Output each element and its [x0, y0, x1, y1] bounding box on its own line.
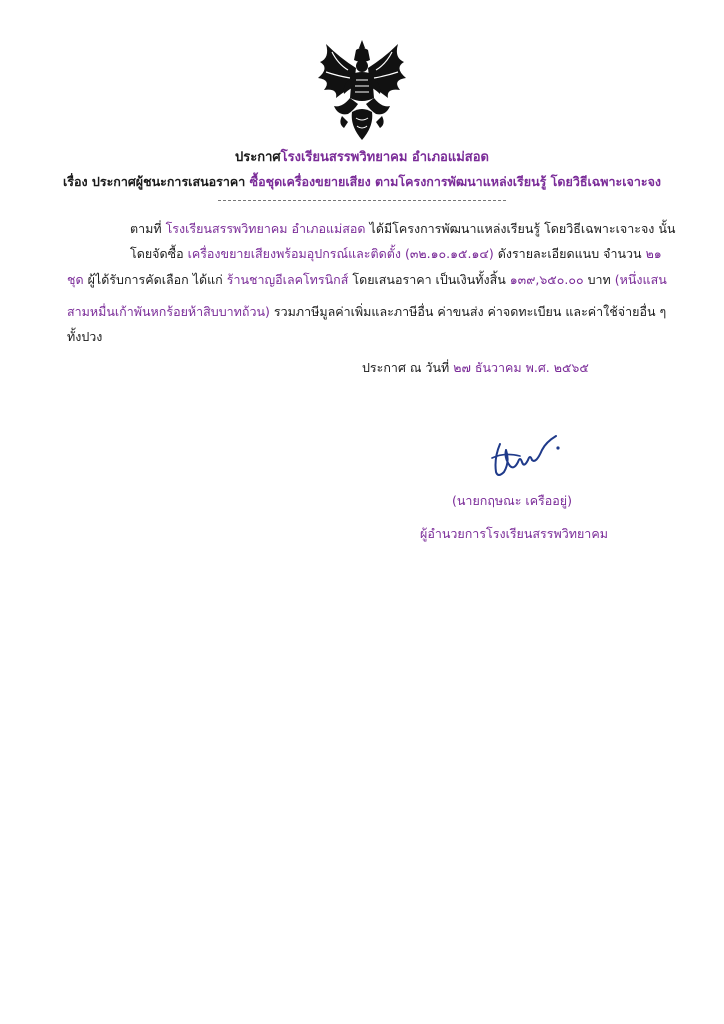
announcement-date-line — [362, 358, 589, 378]
date-prefix: ประกาศ ณ วันที่ — [362, 360, 454, 375]
body-amount-words: (หนึ่งแสน — [614, 272, 667, 287]
body-amount: ๑๓๙,๖๕๐.๐๐ — [509, 272, 584, 287]
body-text: บาท — [583, 272, 615, 287]
body-text: ตามที่ — [130, 221, 166, 236]
garuda-emblem-icon — [312, 38, 412, 142]
signer-name: (นายกฤษณะ เครืออยู่) — [452, 493, 572, 508]
subject-detail: ซื้อชุดเครื่องขยายเสียง ตามโครงการพัฒนาแหล่งเรียนรู้ โดยวิธีเฉพาะเจาะจง — [249, 174, 662, 189]
announcement-date: ๒๗ ธันวาคม พ.ศ. ๒๕๖๕ — [453, 360, 589, 375]
body-quantity: ๒๑ — [645, 246, 662, 261]
body-line-3 — [67, 272, 667, 288]
body-text: โดยจัดซื้อ — [130, 246, 188, 261]
title-prefix: ประกาศ — [235, 150, 281, 165]
body-amount-words: สามหมื่นเก้าพันหกร้อยห้าสิบบาทถ้วน) — [67, 304, 270, 319]
body-school-name: โรงเรียนสรรพวิทยาคม อำเภอแม่สอด — [165, 221, 366, 236]
school-name: โรงเรียนสรรพวิทยาคม อำเภอแม่สอด — [280, 150, 489, 165]
handwritten-signature — [484, 428, 564, 480]
body-text: ผู้ได้รับการคัดเลือก ได้แก่ — [83, 272, 227, 287]
body-line-5 — [67, 329, 102, 345]
body-vendor-name: ร้านชาญอีเลคโทรนิกส์ — [226, 272, 349, 287]
body-line-1 — [130, 221, 675, 237]
body-line-4 — [67, 304, 666, 320]
body-unit: ชุด — [67, 272, 84, 287]
body-item-name: เครื่องขยายเสียงพร้อมอุปกรณ์และติดตั้ง (๓๒.๑๐.๑๕.๑๔) — [187, 246, 494, 261]
body-line-2 — [130, 246, 662, 262]
body-text: รวมภาษีมูลค่าเพิ่มและภาษีอื่น ค่าขนส่ง ค่าจดทะเบียน และค่าใช้จ่ายอื่น ๆ — [269, 304, 667, 319]
body-text: ทั้งปวง — [67, 329, 103, 344]
body-text: ได้มีโครงการพัฒนาแหล่งเรียนรู้ โดยวิธีเฉพาะเจาะจง นั้น — [365, 221, 676, 236]
subject-prefix: เรื่อง ประกาศผู้ชนะการเสนอราคา — [62, 174, 250, 189]
body-text: โดยเสนอราคา เป็นเงินทั้งสิ้น — [348, 272, 510, 287]
signer-position: ผู้อำนวยการโรงเรียนสรรพวิทยาคม — [420, 526, 608, 541]
header-divider — [218, 200, 506, 201]
announcement-title — [0, 146, 724, 167]
body-text: ดังรายละเอียดแนบ จำนวน — [493, 246, 646, 261]
announcement-subject — [0, 172, 724, 192]
